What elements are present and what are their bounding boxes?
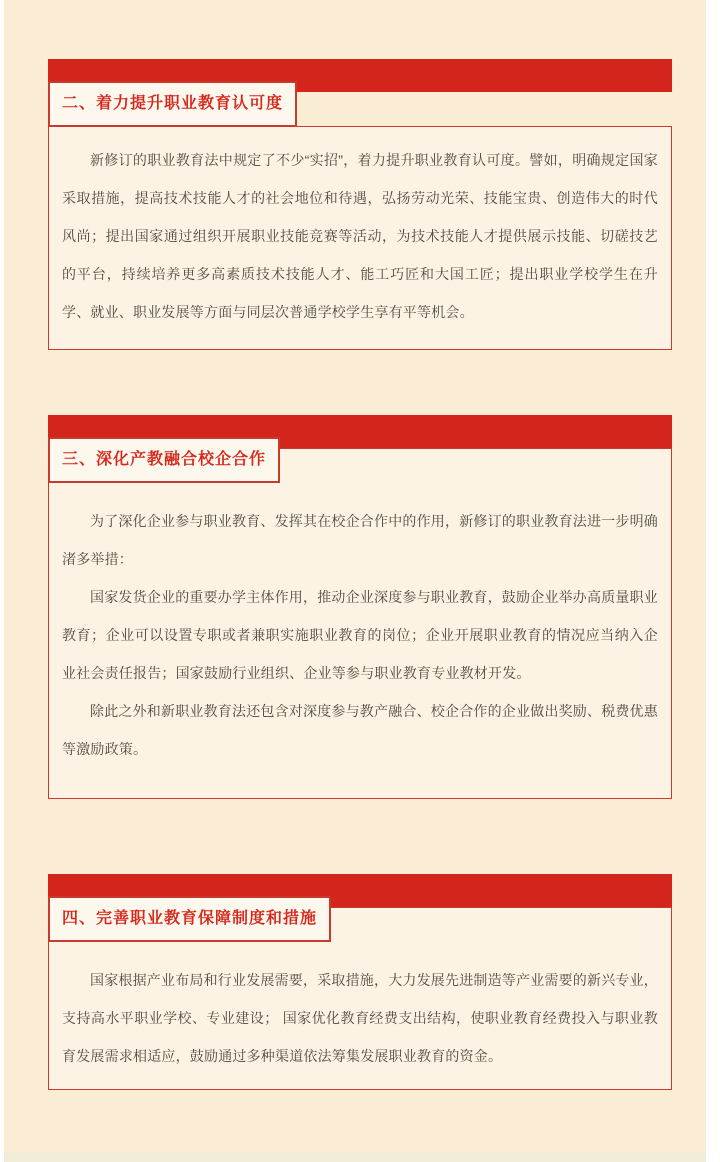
section-card-4 <box>48 874 672 1090</box>
body-paragraph: 国家根据产业布局和行业发展需要，采取措施，大力发展先进制造等产业需要的新兴专业，支持高水平职业学校、专业建设； 国家优化教育经费支出结构，使职业教育经费投入与职业教育发展需求相适应，鼓励通过多种渠道依法筹集发展职业教育的资金。 <box>62 972 658 1064</box>
body-paragraph: 为了深化企业参与职业教育、发挥其在校企合作中的作用，新修订的职业教育法进一步明确渚多举措： <box>62 513 658 567</box>
section-content-box <box>48 126 672 350</box>
section-title: 三、深化产教融合校企合作 <box>62 451 267 468</box>
body-paragraph: 新修订的职业教育法中规定了不少“实招”，着力提升职业教育认可度。譬如，明确规定国家采取措施，提高技术技能人才的社会地位和待遇，弘扬劳动光荣、技能宝贵、创造伟大的时代风尚；提出国家通过组织开展职业技能竞赛等活动，为技术技能人才提供展示技能、切磋技艺的平台，持续培养更多高素质技术技能人才、能工巧匠和大国工匠；提出职业学校学生在升学、就业、职业发展等方面与同层次普通学校学生享有平等机会。 <box>62 152 658 320</box>
section-content-box <box>48 448 672 799</box>
section-title: 四、完善职业教育保障制度和措施 <box>62 910 318 927</box>
section-title-badge <box>48 896 331 942</box>
section-title: 二、着力提升职业教育认可度 <box>62 95 284 112</box>
body-paragraph: 国家发货企业的重要办学主体作用，推动企业深度参与职业教育，鼓励企业举办高质量职业教育；企业可以设置专职或者兼职实施职业教育的岗位；企业开展职业教育的情况应当纳入企业社会责任报告；国家鼓励行业组织、企业等参与职业教育专业教材开发。 <box>62 589 658 681</box>
body-paragraph: 除此之外和新职业教育法还包含对深度参与教产融合、校企合作的企业做出奖励、税费优惠等激励政策。 <box>62 703 658 757</box>
section-card-3 <box>48 415 672 799</box>
page-bottom-strip <box>4 1152 706 1162</box>
section-card-2 <box>48 59 672 350</box>
article-page <box>4 0 706 1162</box>
section-title-badge <box>48 81 297 127</box>
section-title-badge <box>48 437 280 483</box>
